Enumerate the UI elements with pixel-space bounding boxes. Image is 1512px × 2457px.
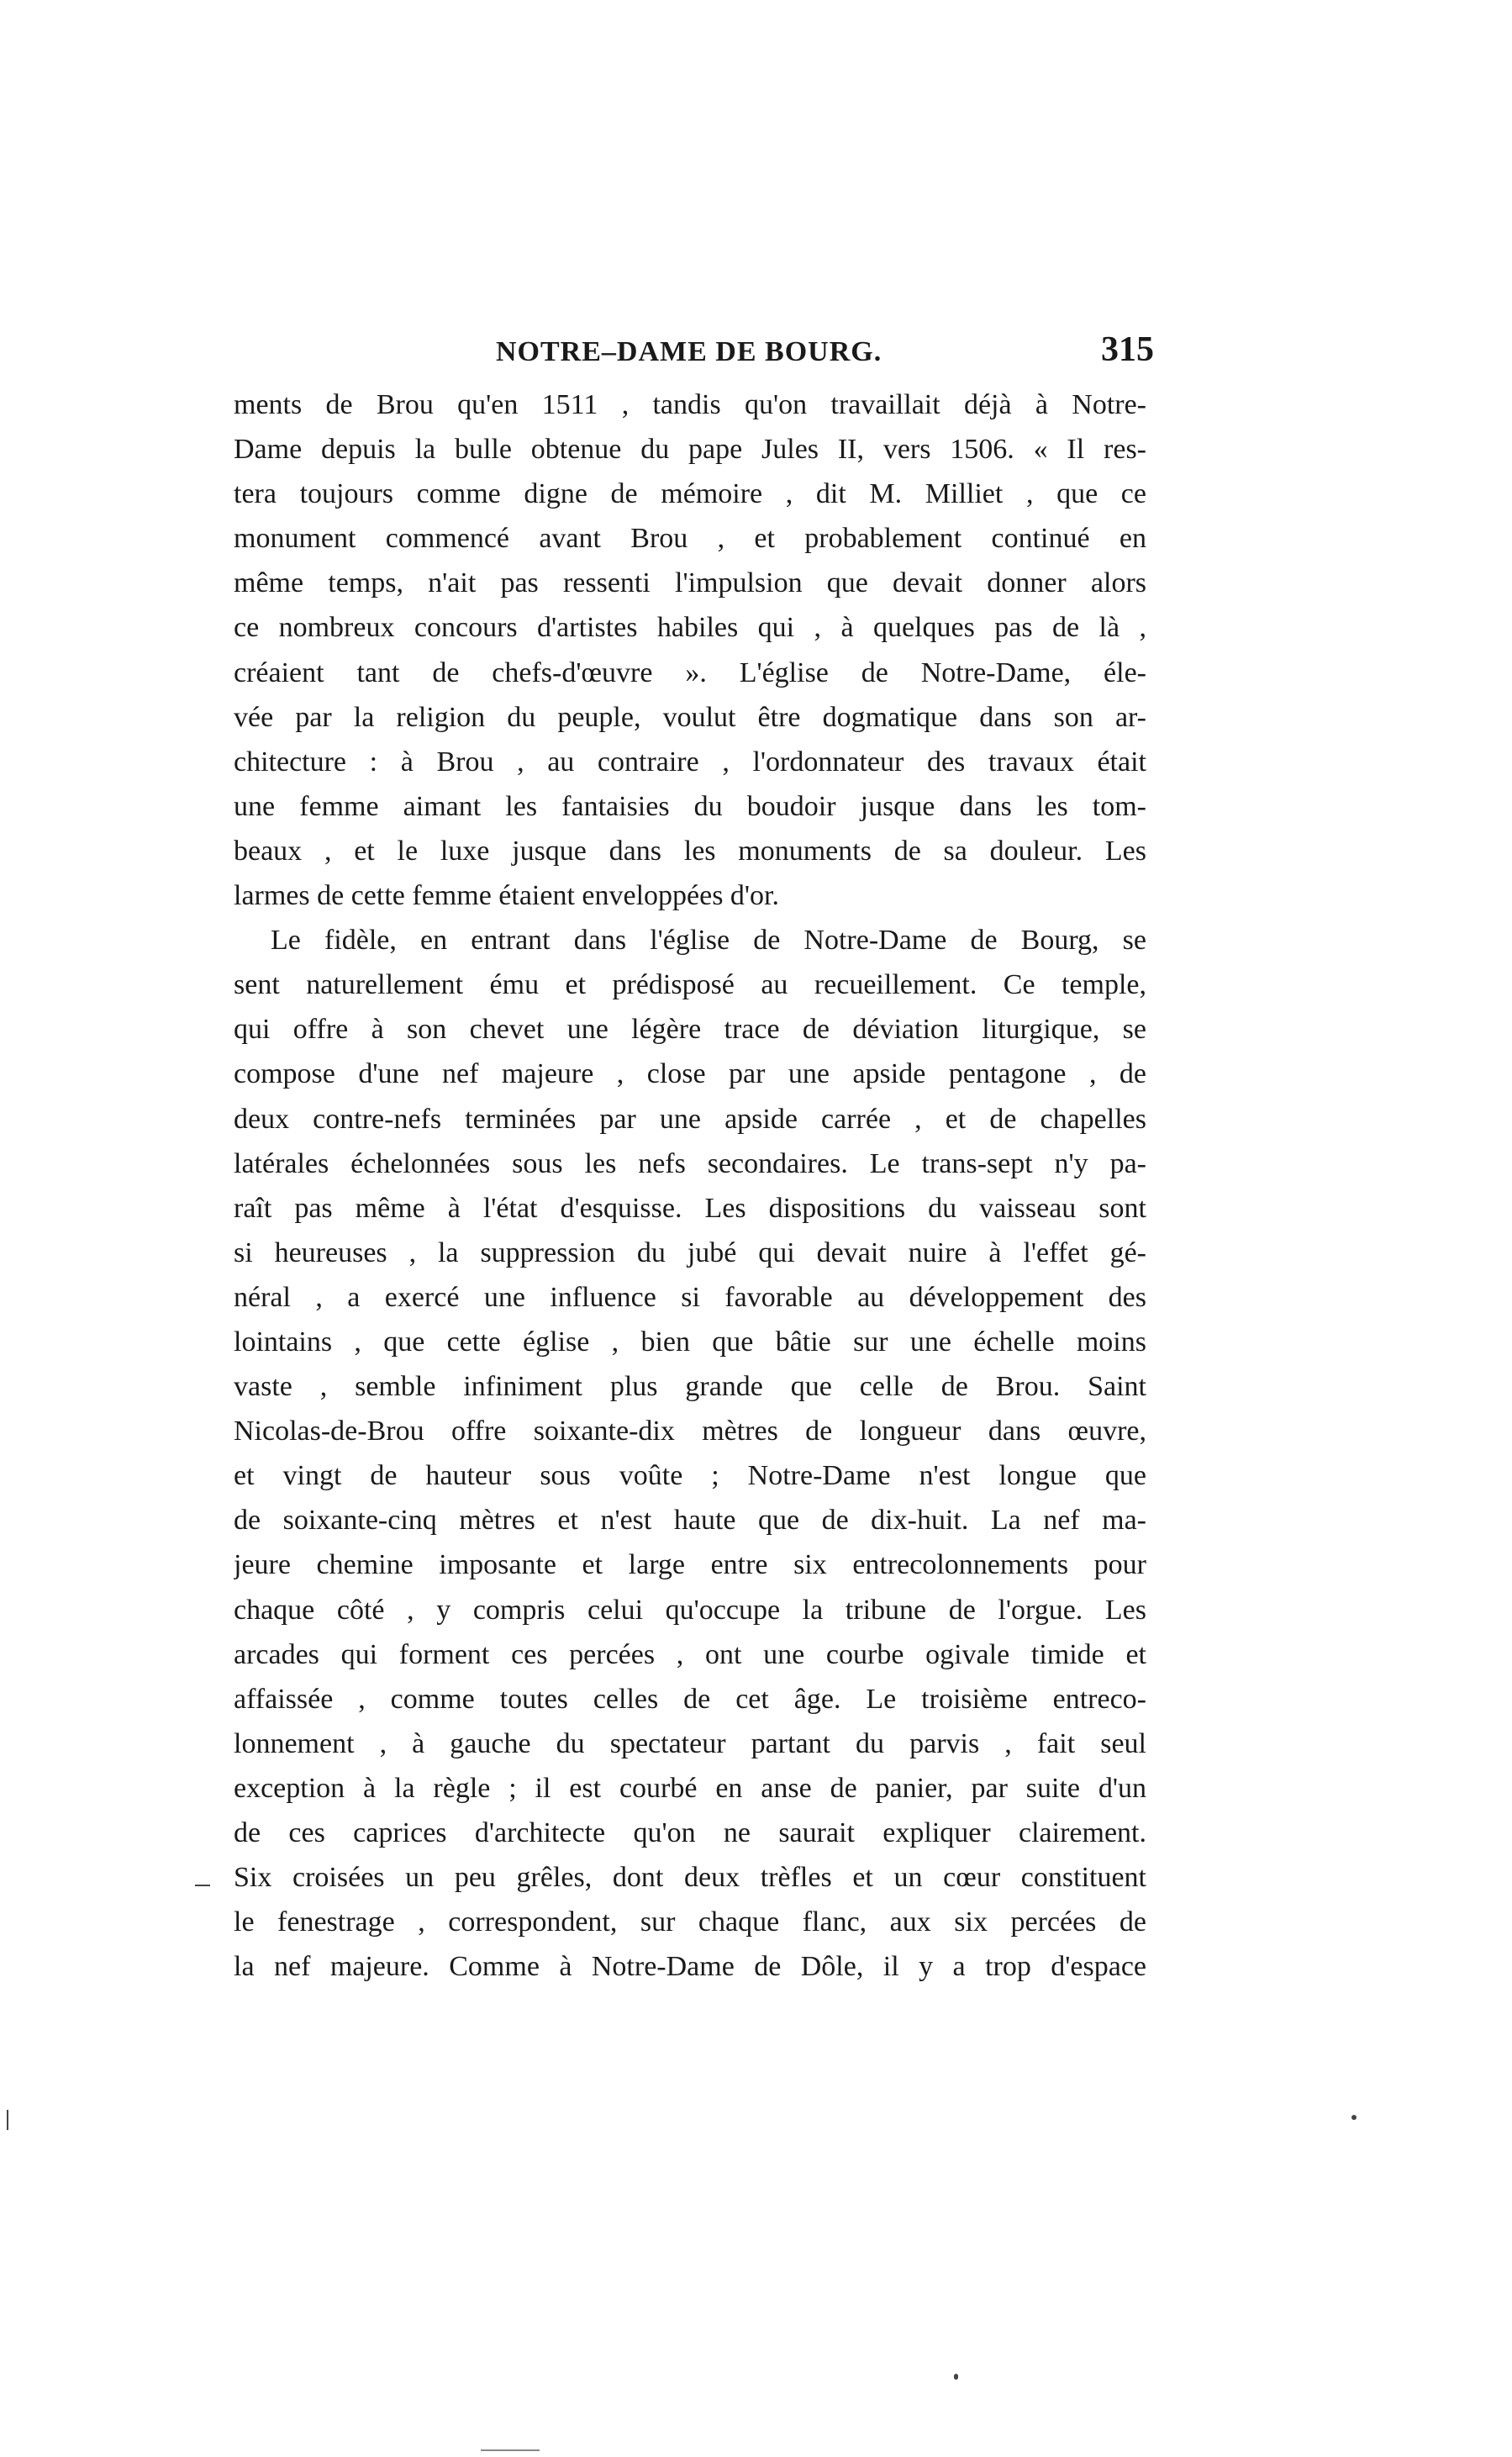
text-line: affaissée , comme toutes celles de cet âge. Le troisième entreco- <box>234 1683 1146 1715</box>
text-line: chaque côté , y compris celui qu'occupe la tribune de l'orgue. Les <box>234 1594 1146 1626</box>
text-line: même temps, n'ait pas ressenti l'impulsion que devait donner alors <box>234 567 1146 599</box>
scan-speck <box>481 2449 540 2451</box>
text-line: monument commencé avant Brou , et probablement continué en <box>234 523 1146 555</box>
text-line: néral , a exercé une influence si favorable au développement des <box>234 1281 1146 1313</box>
text-line: Le fidèle, en entrant dans l'église de Notre-Dame de Bourg, se <box>271 925 1146 957</box>
text-line: si heureuses , la suppression du jubé qui devait nuire à l'effet gé- <box>234 1236 1146 1268</box>
running-title: NOTRE–DAME DE BOURG. <box>496 336 882 367</box>
text-line: et vingt de hauteur sous voûte ; Notre-Dame n'est longue que <box>234 1460 1146 1492</box>
scan-speck <box>195 1885 210 1886</box>
text-line: le fenestrage , correspondent, sur chaque flanc, aux six percées de <box>234 1906 1146 1938</box>
text-line: lointains , que cette église , bien que bâtie sur une échelle moins <box>234 1326 1146 1358</box>
text-line: beaux , et le luxe jusque dans les monuments de sa douleur. Les <box>234 835 1146 867</box>
text-line: de ces caprices d'architecte qu'on ne saurait expliquer clairement. <box>234 1817 1146 1848</box>
body-text <box>234 382 1146 1989</box>
text-line: latérales échelonnées sous les nefs secondaires. Le trans-sept n'y pa- <box>234 1147 1146 1179</box>
text-line: de soixante-cinq mètres et n'est haute que de dix-huit. La nef ma- <box>234 1505 1146 1537</box>
text-line: exception à la règle ; il est courbé en anse de panier, par suite d'un <box>234 1772 1146 1804</box>
scan-speck <box>7 2110 8 2130</box>
text-line: ments de Brou qu'en 1511 , tandis qu'on travaillait déjà à Notre- <box>234 389 1146 420</box>
text-line: arcades qui forment ces percées , ont une courbe ogivale timide et <box>234 1638 1146 1670</box>
text-line: ce nombreux concours d'artistes habiles qui , à quelques pas de là , <box>234 612 1146 644</box>
text-line: compose d'une nef majeure , close par une apside pentagone , de <box>234 1058 1146 1090</box>
text-line: jeure chemine imposante et large entre six entrecolonnements pour <box>234 1549 1146 1581</box>
text-line: Nicolas-de-Brou offre soixante-dix mètres de longueur dans œuvre, <box>234 1416 1146 1447</box>
scan-speck <box>954 2374 958 2380</box>
text-line: Dame depuis la bulle obtenue du pape Jules II, vers 1506. « Il res- <box>234 434 1146 466</box>
text-line: lonnement , à gauche du spectateur partant du parvis , fait seul <box>234 1727 1146 1759</box>
text-line: chitecture : à Brou , au contraire , l'ordonnateur des travaux était <box>234 746 1146 778</box>
scan-speck <box>1351 2115 1357 2120</box>
text-line: qui offre à son chevet une légère trace de déviation liturgique, se <box>234 1014 1146 1046</box>
text-line: sent naturellement ému et prédisposé au recueillement. Ce temple, <box>234 969 1146 1001</box>
text-line: larmes de cette femme étaient enveloppées d'or. <box>234 880 780 912</box>
text-line: une femme aimant les fantaisies du boudoir jusque dans les tom- <box>234 790 1146 822</box>
text-line: tera toujours comme digne de mémoire , dit M. Milliet , que ce <box>234 478 1146 510</box>
text-line: vaste , semble infiniment plus grande que celle de Brou. Saint <box>234 1371 1146 1403</box>
text-line: Six croisées un peu grêles, dont deux trèfles et un cœur constituent <box>234 1862 1146 1894</box>
text-line: créaient tant de chefs-d'œuvre ». L'église de Notre-Dame, éle- <box>234 656 1146 688</box>
text-line: deux contre-nefs terminées par une apside carrée , et de chapelles <box>234 1103 1146 1135</box>
text-line: la nef majeure. Comme à Notre-Dame de Dôle, il y a trop d'espace <box>234 1951 1146 1983</box>
page-number: 315 <box>1101 330 1154 369</box>
text-line: raît pas même à l'état d'esquisse. Les dispositions du vaisseau sont <box>234 1192 1146 1224</box>
text-line: vée par la religion du peuple, voulut être dogmatique dans son ar- <box>234 701 1146 733</box>
